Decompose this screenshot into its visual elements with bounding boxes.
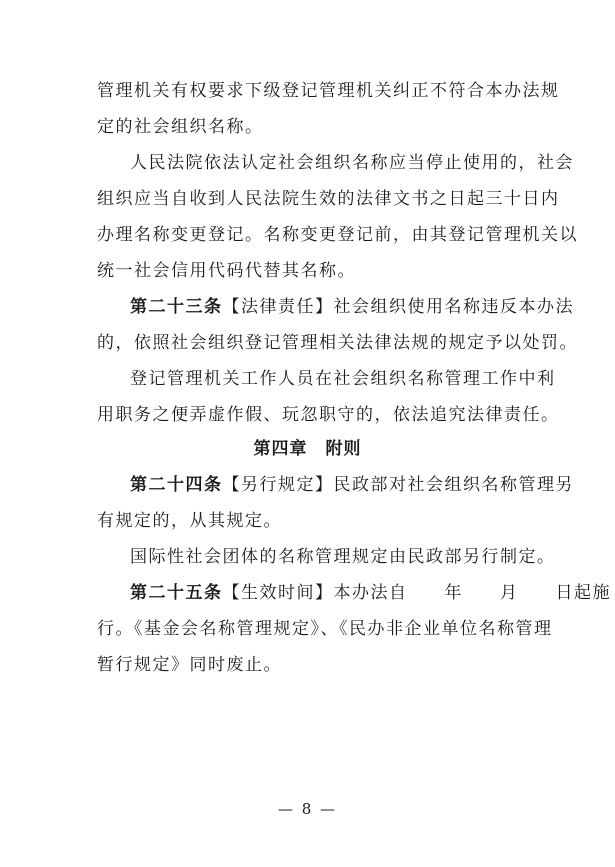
article-23-text: 社会组织使用名称违反本办法 (333, 297, 574, 317)
text-line: 定的社会组织名称。 (97, 117, 264, 137)
article-24-text: 民政部对社会组织名称管理另 (333, 475, 574, 495)
article-25-title: 【生效时间】 (222, 583, 334, 603)
paragraph-line: 登记管理机关工作人员在社会组织名称管理工作中利 (130, 369, 556, 389)
article-23-title: 【法律责任】 (222, 297, 334, 317)
page-number: — 8 — (277, 800, 338, 818)
paragraph-line: 人民法院依法认定社会组织名称应当停止使用的，社会 (130, 153, 574, 173)
text-line: 行。《基金会名称管理规定》、《民办非企业单位名称管理 (97, 619, 553, 639)
text-line: 管理机关有权要求下级登记管理机关纠正不符合本办法规 (97, 81, 560, 101)
article-24-label: 第二十四条 (130, 475, 223, 495)
article-25-line (130, 578, 611, 608)
chapter-heading: 第四章 附则 (253, 439, 362, 459)
text-line: 暂行规定》同时废止。 (97, 655, 282, 675)
text-line: 统一社会信用代码代替其名称。 (97, 261, 356, 281)
text-line: 的，依照社会组织登记管理相关法律法规的规定予以处罚。 (97, 333, 578, 353)
text-line: 办理名称变更登记。名称变更登记前，由其登记管理机关以 (97, 225, 578, 245)
text-line: 有规定的，从其规定。 (97, 511, 282, 531)
article-25-label: 第二十五条 (130, 583, 223, 603)
text-line: 组织应当自收到人民法院生效的法律文书之日起三十日内 (97, 189, 560, 209)
article-23-label: 第二十三条 (130, 297, 223, 317)
paragraph-line: 国际性社会团体的名称管理规定由民政部另行制定。 (130, 547, 556, 567)
article-24-line (130, 470, 574, 500)
article-25-text: 本办法自 年 月 日起施 (333, 583, 611, 603)
article-24-title: 【另行规定】 (222, 475, 334, 495)
article-23-line (130, 292, 574, 322)
text-line: 用职务之便弄虚作假、玩忽职守的，依法追究法律责任。 (97, 405, 560, 425)
